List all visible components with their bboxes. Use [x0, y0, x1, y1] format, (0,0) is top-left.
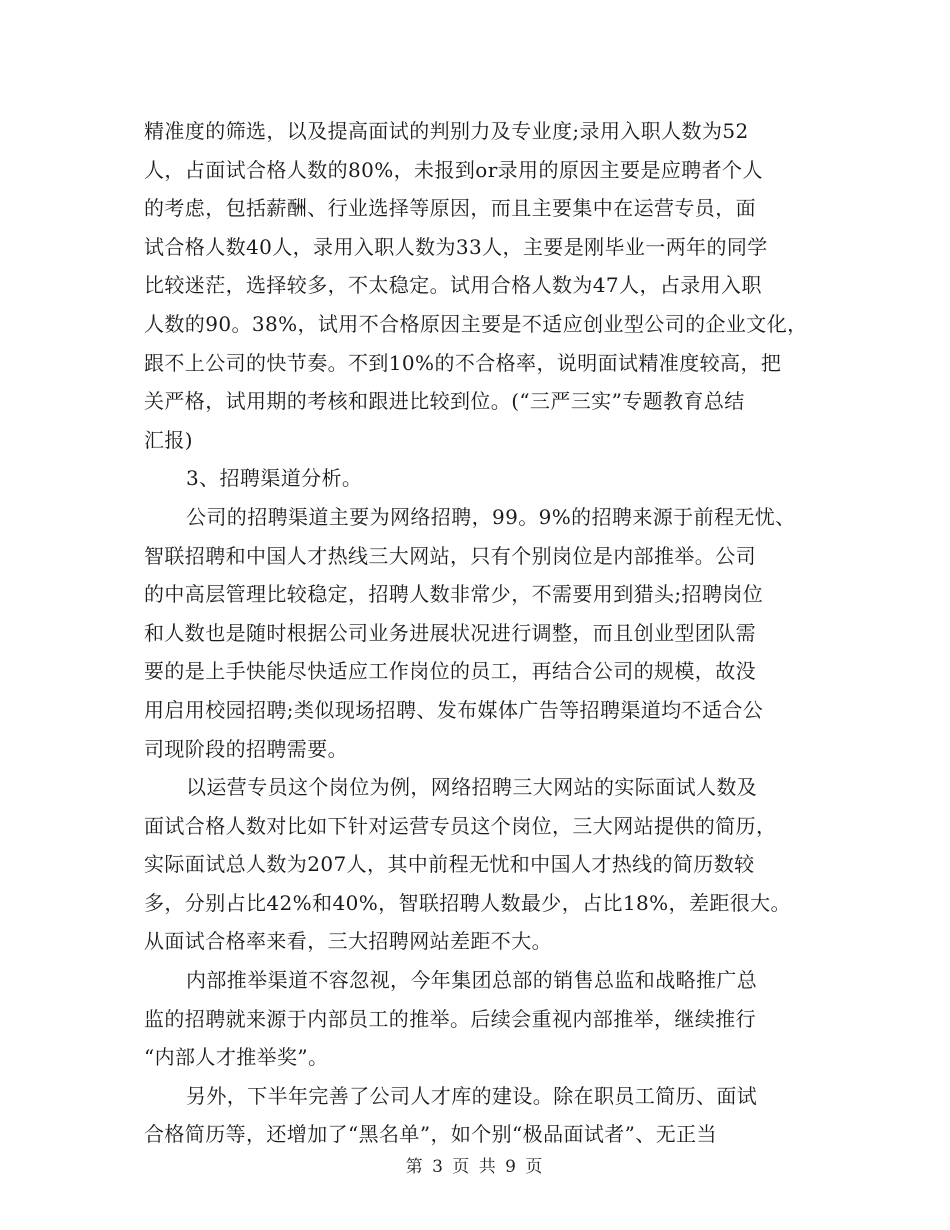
text-line: 要的是上手快能尽快适应工作岗位的员工，再结合公司的规模，故没 — [144, 659, 756, 684]
text-line: 面试合格人数对比如下针对运营专员这个岗位，三大网站提供的简历， — [144, 813, 777, 838]
text-line: 关严格，试用期的考核和跟进比较到位。(“三严三实”专题教育总结 — [144, 389, 745, 414]
text-line: 司现阶段的招聘需要。 — [144, 736, 348, 761]
text-line: “内部人才推举奖”。 — [144, 1045, 329, 1070]
text-line: 用启用校园招聘;类似现场招聘、发布媒体广告等招聘渠道均不适合公 — [144, 697, 764, 722]
text-line: 比较迷茫，选择较多，不太稳定。试用合格人数为47人，占录用入职 — [144, 273, 762, 298]
text-line: 的中高层管理比较稳定，招聘人数非常少，不需要用到猎头;招聘岗位 — [144, 582, 764, 607]
text-line: 从面试合格率来看，三大招聘网站差距不大。 — [144, 929, 552, 954]
text-line: 监的招聘就来源于内部员工的推举。后续会重视内部推举，继续推行 — [144, 1006, 756, 1031]
text-line: 的考虑，包括薪酬、行业选择等原因，而且主要集中在运营专员，面 — [144, 196, 756, 221]
text-line: 3、招聘渠道分析。 — [186, 466, 363, 491]
text-line: 人数的90。38%，试用不合格原因主要是不适应创业型公司的企业文化， — [144, 311, 808, 336]
text-line: 合格简历等，还增加了“黑名单”，如个别“极品面试者”、无正当 — [144, 1122, 717, 1147]
document-body — [144, 112, 824, 1154]
text-line: 精准度的筛选，以及提高面试的判别力及专业度;录用入职人数为52 — [144, 119, 749, 143]
text-line: 和人数也是随时根据公司业务进展状况进行调整，而且创业型团队需 — [144, 620, 756, 645]
text-line: 智联招聘和中国人才热线三大网站，只有个别岗位是内部推举。公司 — [144, 543, 756, 568]
text-line: 人，占面试合格人数的80%，未报到or录用的原因主要是应聘者个人 — [144, 157, 763, 182]
page-footer: 第 3 页 共 9 页 — [405, 1157, 545, 1177]
text-line: 跟不上公司的快节奏。不到10%的不合格率，说明面试精准度较高，把 — [144, 350, 782, 375]
text-line: 以运营专员这个岗位为例，网络招聘三大网站的实际面试人数及 — [186, 775, 758, 800]
text-line: 另外，下半年完善了公司人才库的建设。除在职员工简历、面试 — [186, 1083, 758, 1108]
text-line: 汇报) — [144, 427, 194, 452]
text-line: 实际面试总人数为207人，其中前程无忧和中国人才热线的简历数较 — [144, 852, 755, 877]
text-line: 内部推举渠道不容忽视，今年集团总部的销售总监和战略推广总 — [186, 968, 758, 993]
text-line: 多，分别占比42%和40%，智联招聘人数最少，占比18%，差距很大。 — [144, 890, 791, 915]
text-line: 公司的招聘渠道主要为网络招聘，99。9%的招聘来源于前程无忧、 — [186, 504, 796, 529]
text-line: 试合格人数40人，录用入职人数为33人，主要是刚毕业一两年的同学 — [144, 234, 768, 259]
